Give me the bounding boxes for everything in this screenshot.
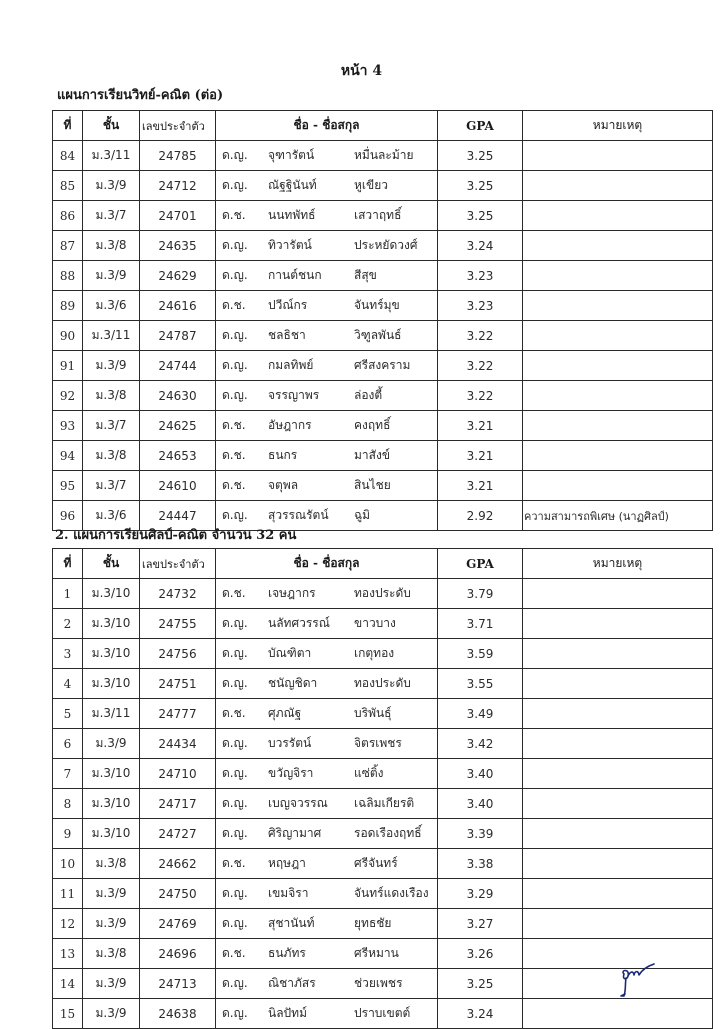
last-name: เฉลิมเกียรติ (354, 796, 415, 810)
cell-name (216, 291, 438, 321)
last-name: ขาวบาง (354, 616, 396, 630)
header-name: ชื่อ - ชื่อสกุล (216, 549, 438, 579)
cell-class: ม.3/7 (83, 471, 140, 501)
name-prefix: ด.ญ. (222, 328, 248, 342)
cell-student-id: 24751 (140, 669, 216, 699)
cell-gpa: 3.21 (438, 441, 523, 471)
table-row (53, 381, 713, 411)
cell-class: ม.3/7 (83, 201, 140, 231)
name-prefix: ด.ช. (222, 706, 246, 720)
cell-gpa: 3.29 (438, 879, 523, 909)
cell-note (523, 579, 713, 609)
cell-gpa: 2.92 (438, 501, 523, 531)
name-prefix: ด.ช. (222, 448, 246, 462)
cell-note (523, 609, 713, 639)
name-prefix: ด.ช. (222, 208, 246, 222)
table-row (53, 579, 713, 609)
cell-gpa: 3.22 (438, 351, 523, 381)
cell-note: ความสามารถพิเศษ (นาฏศิลป์) (523, 501, 713, 531)
cell-gpa: 3.21 (438, 471, 523, 501)
name-prefix: ด.ญ. (222, 148, 248, 162)
cell-gpa: 3.23 (438, 291, 523, 321)
cell-note (523, 171, 713, 201)
cell-student-id: 24785 (140, 141, 216, 171)
table-row (53, 471, 713, 501)
cell-student-id: 24696 (140, 939, 216, 969)
table-row (53, 411, 713, 441)
cell-class: ม.3/10 (83, 579, 140, 609)
first-name: สุวรรณรัตน์ (268, 508, 329, 522)
last-name: จิตรเพชร (354, 736, 402, 750)
cell-student-id: 24653 (140, 441, 216, 471)
cell-no: 84 (53, 141, 83, 171)
cell-student-id: 24777 (140, 699, 216, 729)
cell-student-id: 24755 (140, 609, 216, 639)
cell-note (523, 669, 713, 699)
cell-no: 4 (53, 669, 83, 699)
cell-no: 11 (53, 879, 83, 909)
cell-class: ม.3/7 (83, 411, 140, 441)
cell-student-id: 24756 (140, 639, 216, 669)
cell-no: 8 (53, 789, 83, 819)
table-row (53, 999, 713, 1029)
cell-note (523, 819, 713, 849)
name-prefix: ด.ญ. (222, 916, 248, 930)
name-prefix: ด.ญ. (222, 676, 248, 690)
header-note: หมายเหตุ (523, 549, 713, 579)
cell-student-id: 24712 (140, 171, 216, 201)
first-name: กมลทิพย์ (268, 358, 314, 372)
first-name: นิลปัทม์ (268, 1006, 307, 1020)
table-row (53, 231, 713, 261)
cell-class: ม.3/11 (83, 321, 140, 351)
cell-gpa: 3.22 (438, 321, 523, 351)
name-prefix: ด.ช. (222, 478, 246, 492)
last-name: สีสุข (354, 268, 377, 282)
last-name: ช่วยเพชร (354, 976, 403, 990)
cell-name (216, 819, 438, 849)
header-student-id: เลขประจำตัว (140, 111, 216, 141)
name-prefix: ด.ญ. (222, 238, 248, 252)
cell-name (216, 879, 438, 909)
cell-class: ม.3/6 (83, 501, 140, 531)
header-gpa: GPA (438, 549, 523, 579)
table-row (53, 441, 713, 471)
cell-class: ม.3/9 (83, 969, 140, 999)
cell-name (216, 999, 438, 1029)
cell-gpa: 3.26 (438, 939, 523, 969)
first-name: ธนกร (268, 448, 298, 462)
cell-gpa: 3.40 (438, 789, 523, 819)
cell-no: 85 (53, 171, 83, 201)
first-name: จุฑารัตน์ (268, 148, 315, 162)
cell-class: ม.3/9 (83, 879, 140, 909)
cell-gpa: 3.24 (438, 231, 523, 261)
first-name: เบญจวรรณ (268, 796, 328, 810)
cell-class: ม.3/10 (83, 759, 140, 789)
cell-name (216, 729, 438, 759)
cell-no: 3 (53, 639, 83, 669)
cell-name (216, 351, 438, 381)
cell-gpa: 3.71 (438, 609, 523, 639)
header-class: ชั้น (83, 111, 140, 141)
first-name: นนทพัทธ์ (268, 208, 316, 222)
cell-class: ม.3/11 (83, 141, 140, 171)
cell-no: 90 (53, 321, 83, 351)
cell-name (216, 381, 438, 411)
cell-no: 7 (53, 759, 83, 789)
cell-no: 94 (53, 441, 83, 471)
cell-class: ม.3/6 (83, 291, 140, 321)
name-prefix: ด.ญ. (222, 886, 248, 900)
table-science-math (52, 110, 713, 531)
last-name: ประหยัดวงศ์ (354, 238, 418, 252)
name-prefix: ด.ญ. (222, 358, 248, 372)
cell-student-id: 24744 (140, 351, 216, 381)
cell-gpa: 3.21 (438, 411, 523, 441)
cell-gpa: 3.25 (438, 969, 523, 999)
cell-student-id: 24635 (140, 231, 216, 261)
cell-no: 10 (53, 849, 83, 879)
cell-no: 6 (53, 729, 83, 759)
first-name: ขวัญจิรา (268, 766, 314, 780)
name-prefix: ด.ญ. (222, 976, 248, 990)
cell-name (216, 909, 438, 939)
first-name: ธนภัทร (268, 946, 306, 960)
cell-student-id: 24713 (140, 969, 216, 999)
first-name: ชนัญชิดา (268, 676, 318, 690)
last-name: รอดเรืองฤทธิ์ (354, 826, 422, 840)
name-prefix: ด.ช. (222, 856, 246, 870)
table-row (53, 291, 713, 321)
cell-no: 9 (53, 819, 83, 849)
table-header-row (53, 549, 713, 579)
first-name: สุชานันท์ (268, 916, 315, 930)
first-name: กานต์ชนก (268, 268, 322, 282)
table-arts-math (52, 548, 713, 1029)
last-name: ศรีจันทร์ (354, 856, 398, 870)
cell-note (523, 759, 713, 789)
cell-class: ม.3/9 (83, 909, 140, 939)
table-row (53, 171, 713, 201)
cell-student-id: 24625 (140, 411, 216, 441)
table-row (53, 849, 713, 879)
cell-no: 91 (53, 351, 83, 381)
name-prefix: ด.ช. (222, 298, 246, 312)
cell-name (216, 579, 438, 609)
last-name: ล่องตี้ (354, 388, 383, 402)
last-name: จันทร์มุข (354, 298, 400, 312)
cell-class: ม.3/8 (83, 381, 140, 411)
cell-note (523, 639, 713, 669)
cell-class: ม.3/8 (83, 231, 140, 261)
header-gpa: GPA (438, 111, 523, 141)
name-prefix: ด.ญ. (222, 796, 248, 810)
cell-no: 15 (53, 999, 83, 1029)
signature-icon (618, 962, 658, 1002)
table-row (53, 969, 713, 999)
cell-student-id: 24630 (140, 381, 216, 411)
cell-class: ม.3/10 (83, 639, 140, 669)
name-prefix: ด.ญ. (222, 826, 248, 840)
cell-no: 2 (53, 609, 83, 639)
cell-gpa: 3.38 (438, 849, 523, 879)
cell-student-id: 24732 (140, 579, 216, 609)
cell-name (216, 789, 438, 819)
cell-no: 13 (53, 939, 83, 969)
table-row (53, 609, 713, 639)
name-prefix: ด.ช. (222, 586, 246, 600)
cell-class: ม.3/8 (83, 939, 140, 969)
cell-gpa: 3.79 (438, 579, 523, 609)
cell-class: ม.3/10 (83, 789, 140, 819)
cell-class: ม.3/9 (83, 261, 140, 291)
table-row (53, 141, 713, 171)
cell-student-id: 24750 (140, 879, 216, 909)
first-name: บัณฑิตา (268, 646, 312, 660)
cell-student-id: 24638 (140, 999, 216, 1029)
cell-no: 92 (53, 381, 83, 411)
last-name: คงฤทธิ์ (354, 418, 391, 432)
name-prefix: ด.ญ. (222, 388, 248, 402)
first-name: ณิชาภัสร (268, 976, 316, 990)
cell-gpa: 3.59 (438, 639, 523, 669)
cell-student-id: 24717 (140, 789, 216, 819)
cell-name (216, 321, 438, 351)
cell-no: 89 (53, 291, 83, 321)
cell-class: ม.3/8 (83, 441, 140, 471)
first-name: ศิริญามาศ (268, 826, 322, 840)
first-name: จรรญาพร (268, 388, 320, 402)
cell-gpa: 3.55 (438, 669, 523, 699)
header-class: ชั้น (83, 549, 140, 579)
table-header-row (53, 111, 713, 141)
header-student-id: เลขประจำตัว (140, 549, 216, 579)
cell-name (216, 171, 438, 201)
cell-class: ม.3/9 (83, 171, 140, 201)
first-name: เจษฎากร (268, 586, 316, 600)
last-name: ทองประดับ (354, 586, 411, 600)
table-row (53, 909, 713, 939)
cell-gpa: 3.25 (438, 171, 523, 201)
cell-no: 1 (53, 579, 83, 609)
first-name: นลัทศวรรณ์ (268, 616, 330, 630)
first-name: เขมจิรา (268, 886, 309, 900)
cell-student-id: 24662 (140, 849, 216, 879)
last-name: ปราบเขตต์ (354, 1006, 411, 1020)
cell-gpa: 3.42 (438, 729, 523, 759)
cell-note (523, 411, 713, 441)
name-prefix: ด.ญ. (222, 508, 248, 522)
cell-student-id: 24710 (140, 759, 216, 789)
cell-note (523, 201, 713, 231)
cell-class: ม.3/10 (83, 819, 140, 849)
cell-note (523, 699, 713, 729)
cell-class: ม.3/10 (83, 669, 140, 699)
cell-gpa: 3.40 (438, 759, 523, 789)
cell-class: ม.3/8 (83, 849, 140, 879)
table-row (53, 639, 713, 669)
cell-name (216, 759, 438, 789)
section-title-arts-math: 2. แผนการเรียนศิลป์-คณิต จำนวน 32 คน (55, 528, 297, 543)
name-prefix: ด.ช. (222, 418, 246, 432)
name-prefix: ด.ญ. (222, 736, 248, 750)
cell-name (216, 411, 438, 441)
cell-gpa: 3.39 (438, 819, 523, 849)
cell-student-id: 24629 (140, 261, 216, 291)
table-row (53, 699, 713, 729)
cell-note (523, 141, 713, 171)
cell-name (216, 201, 438, 231)
name-prefix: ด.ช. (222, 946, 246, 960)
table-row (53, 789, 713, 819)
cell-name (216, 471, 438, 501)
cell-name (216, 441, 438, 471)
last-name: วิฑูลพันธ์ (354, 328, 402, 342)
table-row (53, 819, 713, 849)
name-prefix: ด.ญ. (222, 1006, 248, 1020)
first-name: อัษฎากร (268, 418, 312, 432)
cell-name (216, 609, 438, 639)
cell-note (523, 789, 713, 819)
cell-note (523, 321, 713, 351)
cell-student-id: 24727 (140, 819, 216, 849)
name-prefix: ด.ญ. (222, 616, 248, 630)
table-row (53, 939, 713, 969)
header-no: ที่ (53, 111, 83, 141)
name-prefix: ด.ญ. (222, 178, 248, 192)
header-note: หมายเหตุ (523, 111, 713, 141)
cell-class: ม.3/9 (83, 351, 140, 381)
cell-class: ม.3/9 (83, 999, 140, 1029)
table-row (53, 321, 713, 351)
first-name: บวรรัตน์ (268, 736, 312, 750)
last-name: ฉูมิ (354, 508, 371, 522)
cell-note (523, 729, 713, 759)
cell-no: 96 (53, 501, 83, 531)
cell-no: 86 (53, 201, 83, 231)
table-row (53, 261, 713, 291)
cell-note (523, 879, 713, 909)
page-title: หน้า 4 (340, 63, 383, 79)
cell-name (216, 669, 438, 699)
cell-student-id: 24610 (140, 471, 216, 501)
cell-gpa: 3.22 (438, 381, 523, 411)
cell-name (216, 261, 438, 291)
cell-no: 5 (53, 699, 83, 729)
name-prefix: ด.ญ. (222, 766, 248, 780)
table-row (53, 759, 713, 789)
name-prefix: ด.ญ. (222, 646, 248, 660)
cell-class: ม.3/10 (83, 609, 140, 639)
cell-note (523, 381, 713, 411)
cell-name (216, 141, 438, 171)
last-name: ศรีหมาน (354, 946, 399, 960)
last-name: เกตุทอง (354, 646, 395, 660)
last-name: หูเขียว (354, 178, 388, 192)
cell-gpa: 3.49 (438, 699, 523, 729)
cell-note (523, 231, 713, 261)
last-name: มาสังข์ (354, 448, 391, 462)
last-name: จันทร์แดงเรือง (354, 886, 429, 900)
last-name: หมื่นละม้าย (354, 148, 414, 162)
table-row (53, 879, 713, 909)
section-title-science-math: แผนการเรียนวิทย์-คณิต (ต่อ) (57, 88, 224, 103)
cell-name (216, 939, 438, 969)
last-name: ศรีสงคราม (354, 358, 411, 372)
last-name: บริพันธุ์ (354, 706, 392, 720)
cell-note (523, 909, 713, 939)
header-name: ชื่อ - ชื่อสกุล (216, 111, 438, 141)
cell-gpa: 3.23 (438, 261, 523, 291)
table-row (53, 201, 713, 231)
last-name: แซ่ติ้ง (354, 766, 384, 780)
name-prefix: ด.ญ. (222, 268, 248, 282)
cell-student-id: 24787 (140, 321, 216, 351)
cell-student-id: 24434 (140, 729, 216, 759)
cell-student-id: 24616 (140, 291, 216, 321)
first-name: ปวีณ์กร (268, 298, 308, 312)
first-name: ศุภณัฐ (268, 706, 302, 720)
cell-no: 88 (53, 261, 83, 291)
cell-name (216, 231, 438, 261)
header-no: ที่ (53, 549, 83, 579)
cell-gpa: 3.27 (438, 909, 523, 939)
cell-no: 87 (53, 231, 83, 261)
cell-no: 93 (53, 411, 83, 441)
cell-note (523, 351, 713, 381)
last-name: เสวาฤทธิ์ (354, 208, 402, 222)
cell-name (216, 699, 438, 729)
cell-class: ม.3/11 (83, 699, 140, 729)
cell-note (523, 471, 713, 501)
first-name: หฤษฎา (268, 856, 306, 870)
cell-note (523, 849, 713, 879)
cell-note (523, 291, 713, 321)
cell-gpa: 3.24 (438, 999, 523, 1029)
first-name: จตุพล (268, 478, 299, 492)
cell-student-id: 24769 (140, 909, 216, 939)
table-row (53, 729, 713, 759)
cell-no: 14 (53, 969, 83, 999)
cell-name (216, 969, 438, 999)
cell-student-id: 24701 (140, 201, 216, 231)
cell-note (523, 261, 713, 291)
table-row (53, 351, 713, 381)
cell-name (216, 639, 438, 669)
cell-no: 95 (53, 471, 83, 501)
cell-gpa: 3.25 (438, 141, 523, 171)
table-row (53, 669, 713, 699)
last-name: ทองประดับ (354, 676, 411, 690)
first-name: ณัฐฐินันท์ (268, 178, 317, 192)
cell-no: 12 (53, 909, 83, 939)
cell-name (216, 849, 438, 879)
first-name: ทิวารัตน์ (268, 238, 312, 252)
cell-gpa: 3.25 (438, 201, 523, 231)
last-name: ยุทธชัย (354, 916, 392, 930)
last-name: สินไชย (354, 478, 391, 492)
cell-class: ม.3/9 (83, 729, 140, 759)
cell-note (523, 441, 713, 471)
cell-student-id: 24447 (140, 501, 216, 531)
cell-note (523, 999, 713, 1029)
first-name: ชลธิชา (268, 328, 306, 342)
